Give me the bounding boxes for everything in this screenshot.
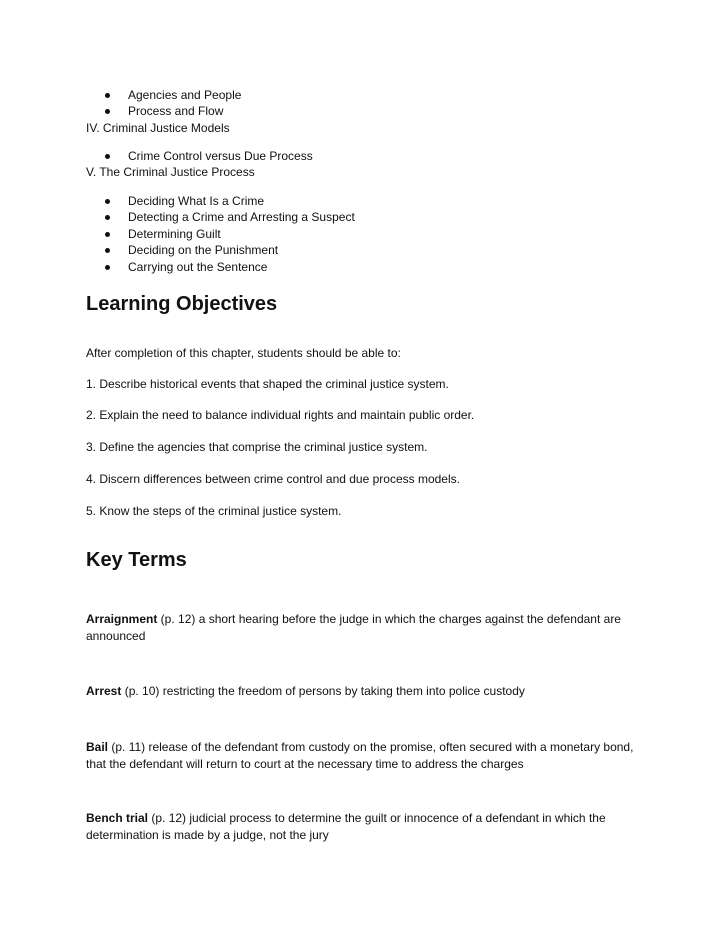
key-term-definition: (p. 11) release of the defendant from custody on the promise, often secured with a monetary bond, that the defendant will return to court at the necessary time to address the charges (86, 740, 634, 771)
key-term-definition: (p. 12) a short hearing before the judge in which the charges against the defendant are announced (86, 612, 621, 643)
bullet-icon (105, 109, 110, 114)
list-item-text: Detecting a Crime and Arresting a Suspect (128, 210, 355, 224)
key-term-entry (86, 611, 646, 645)
objectives-intro: After completion of this chapter, students should be able to: (86, 346, 401, 360)
objective-item: 5. Know the steps of the criminal justice system. (86, 504, 342, 518)
objective-item: 4. Discern differences between crime control and due process models. (86, 472, 460, 486)
key-term-name: Arraignment (86, 612, 158, 626)
key-term-entry (86, 683, 646, 700)
bullet-icon (105, 232, 110, 237)
key-term-entry (86, 739, 646, 773)
list-item-text: Deciding What Is a Crime (128, 194, 265, 208)
key-term-name: Bail (86, 740, 109, 754)
objective-item: 2. Explain the need to balance individual rights and maintain public order. (86, 408, 475, 422)
objective-item: 3. Define the agencies that comprise the criminal justice system. (86, 440, 428, 454)
key-term-definition: (p. 12) judicial process to determine the guilt or innocence of a defendant in which the determination is made by a judge, not the jury (86, 811, 606, 842)
key-terms-heading: Key Terms (86, 549, 187, 571)
section-heading-iv: IV. Criminal Justice Models (86, 121, 230, 135)
section-heading-v: V. The Criminal Justice Process (86, 165, 255, 179)
bullet-icon (105, 215, 110, 220)
bullet-icon (105, 199, 110, 204)
bullet-icon (105, 265, 110, 270)
objective-item: 1. Describe historical events that shaped the criminal justice system. (86, 377, 449, 391)
list-item-text: Crime Control versus Due Process (128, 149, 313, 163)
list-item-text: Carrying out the Sentence (128, 260, 268, 274)
bullet-icon (105, 248, 110, 253)
key-term-entry (86, 810, 646, 844)
bullet-icon (105, 154, 110, 159)
bullet-icon (105, 93, 110, 98)
key-term-name: Arrest (86, 684, 122, 698)
learning-objectives-heading: Learning Objectives (86, 293, 278, 315)
key-term-definition: (p. 10) restricting the freedom of persons by taking them into police custody (121, 684, 525, 698)
key-term-name: Bench trial (86, 811, 149, 825)
list-item-text: Process and Flow (128, 104, 224, 118)
list-item-text: Agencies and People (128, 88, 242, 102)
list-item-text: Deciding on the Punishment (128, 243, 279, 257)
list-item-text: Determining Guilt (128, 227, 221, 241)
